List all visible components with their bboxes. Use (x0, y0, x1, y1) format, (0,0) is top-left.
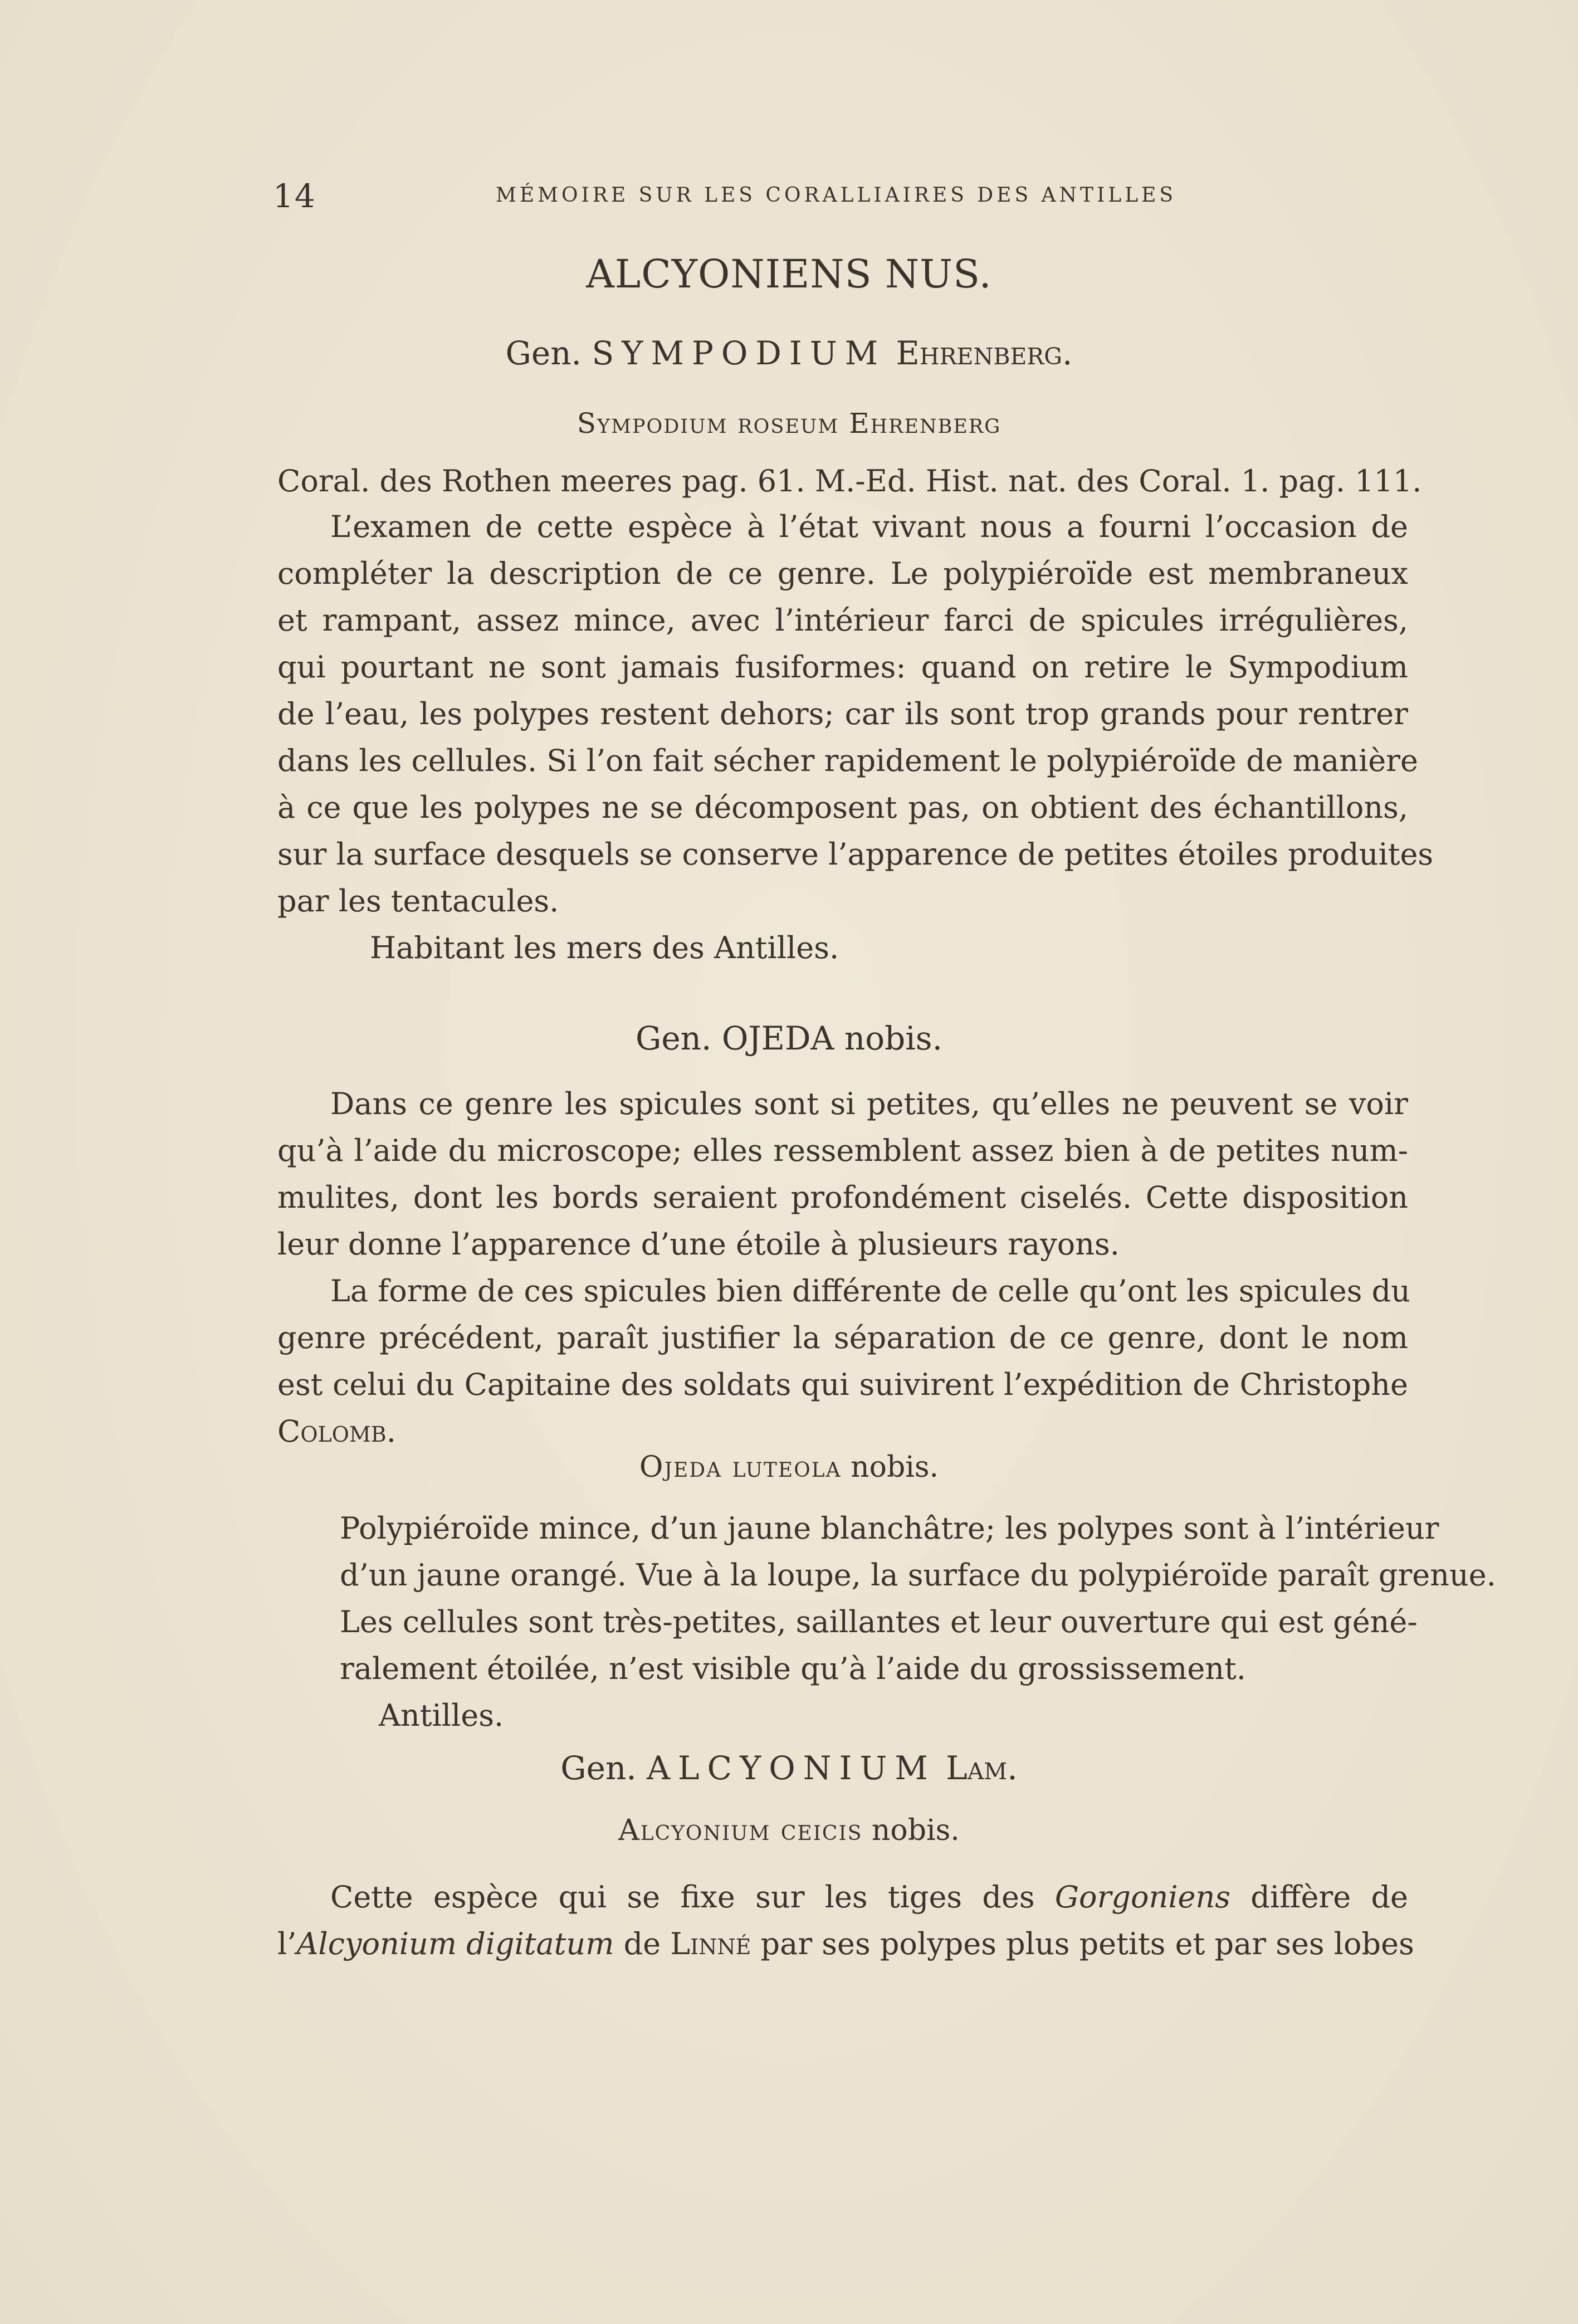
text-line: genre précédent, paraît justifier la séparation de ce genre, dont le nom (277, 1320, 1408, 1355)
genus-heading-alcyonium (0, 1745, 1578, 1791)
species-heading-sympodium-roseum: Sympodium roseum Ehrenberg (577, 407, 1001, 440)
genus-author: Ehrenberg. (896, 334, 1073, 372)
page-header (273, 177, 1198, 216)
italic-run: Gorgoniens (1054, 1879, 1230, 1915)
text-line: sur la surface desquels se conserve l’apparence de petites étoiles produites (277, 837, 1434, 872)
species-heading-alcyonium-ceicis (0, 1807, 1578, 1854)
genus-heading-ojeda: Gen. OJEDA nobis. (636, 1019, 942, 1057)
text-run: de (614, 1926, 671, 1961)
text-line: Polypiéroïde mince, d’un jaune blanchâtre; les polypes sont à l’intérieur (340, 1511, 1439, 1546)
text-run: Cette espèce qui se fixe sur les tiges des (330, 1879, 1055, 1915)
genus-heading-sympodium (0, 330, 1578, 377)
ojeda-description (277, 1081, 1408, 1455)
species-reference (277, 458, 1422, 505)
text-line: compléter la description de ce genre. Le polypiéroïde est membraneux (277, 556, 1408, 591)
text-run: par ses polypes plus petits et par ses lobes (751, 1926, 1414, 1961)
genus-prefix: Gen. (560, 1749, 637, 1787)
species-author: nobis. (851, 1451, 939, 1484)
text-line: qui pourtant ne sont jamais fusiformes: quand on retire le Sympodium (277, 650, 1408, 685)
reference-line: Coral. des Rothen meeres pag. 61. M.-Ed. Hist. nat. des Coral. 1. pag. 111. (277, 463, 1422, 499)
text-run: l’ (277, 1926, 297, 1961)
sympodium-description (277, 504, 1434, 971)
genus-author: Lam. (946, 1749, 1018, 1787)
text-line: par les tentacules. (277, 883, 559, 919)
italic-run: Alcyonium digitatum (296, 1926, 614, 1961)
text-line: Les cellules sont très-petites, saillantes et leur ouverture qui est géné- (340, 1604, 1418, 1639)
text-line: dans les cellules. Si l’on fait sécher rapidement le polypiéroïde de manière (277, 743, 1418, 778)
text-line: leur donne l’apparence d’une étoile à plusieurs rayons. (277, 1227, 1120, 1262)
section-title: ALCYONIENS NUS. (586, 251, 992, 297)
genus-prefix: Gen. (505, 334, 582, 372)
genus-name: ALCYONIUM (647, 1749, 936, 1787)
species-author: nobis. (871, 1814, 960, 1847)
page-number: 14 (273, 177, 316, 215)
species-heading-ojeda-luteola (0, 1444, 1578, 1491)
text-line: qu’à l’aide du microscope; elles ressemblent assez bien à de petites num- (277, 1133, 1408, 1168)
text-line: mulites, dont les bords seraient profondément ciselés. Cette disposition (277, 1180, 1408, 1215)
ojeda-luteola-description (340, 1505, 1496, 1739)
text-line: Colomb. (277, 1414, 396, 1449)
text-line: Dans ce genre les spicules sont si petites, qu’elles ne peuvent se voir (330, 1086, 1408, 1121)
text-run: diffère de (1230, 1879, 1408, 1915)
genus-name: SYMPODIUM (592, 334, 886, 372)
running-head: MÉMOIRE SUR LES CORALLIAIRES DES ANTILLES (496, 184, 1177, 207)
text-line: d’un jaune orangé. Vue à la loupe, la surface du polypiéroïde paraît grenue. (340, 1558, 1496, 1593)
alcyonium-ceicis-description (277, 1874, 1414, 1967)
text-line: à ce que les polypes ne se décomposent pas, on obtient des échantillons, (277, 790, 1408, 825)
text-line: est celui du Capitaine des soldats qui suivirent l’expédition de Christophe (277, 1367, 1408, 1402)
text-line: L’examen de cette espèce à l’état vivant nous a fourni l’occasion de (330, 509, 1408, 544)
text-line: ralement étoilée, n’est visible qu’à l’aide du grossissement. (340, 1651, 1246, 1686)
species-name: Ojeda luteola (639, 1451, 842, 1484)
author-run: Linné (670, 1926, 751, 1961)
habitat-line: Antilles. (379, 1698, 504, 1733)
text-line: de l’eau, les polypes restent dehors; car ils sont trop grands pour rentrer (277, 696, 1408, 731)
text-line (277, 1874, 1408, 1921)
species-name: Alcyonium ceicis (618, 1814, 863, 1847)
habitat-line: Habitant les mers des Antilles. (370, 930, 839, 965)
text-line (277, 1921, 1414, 1967)
text-line: et rampant, assez mince, avec l’intérieur farci de spicules irrégulières, (277, 603, 1408, 638)
text-line: La forme de ces spicules bien différente de celle qu’ont les spicules du (330, 1273, 1410, 1309)
